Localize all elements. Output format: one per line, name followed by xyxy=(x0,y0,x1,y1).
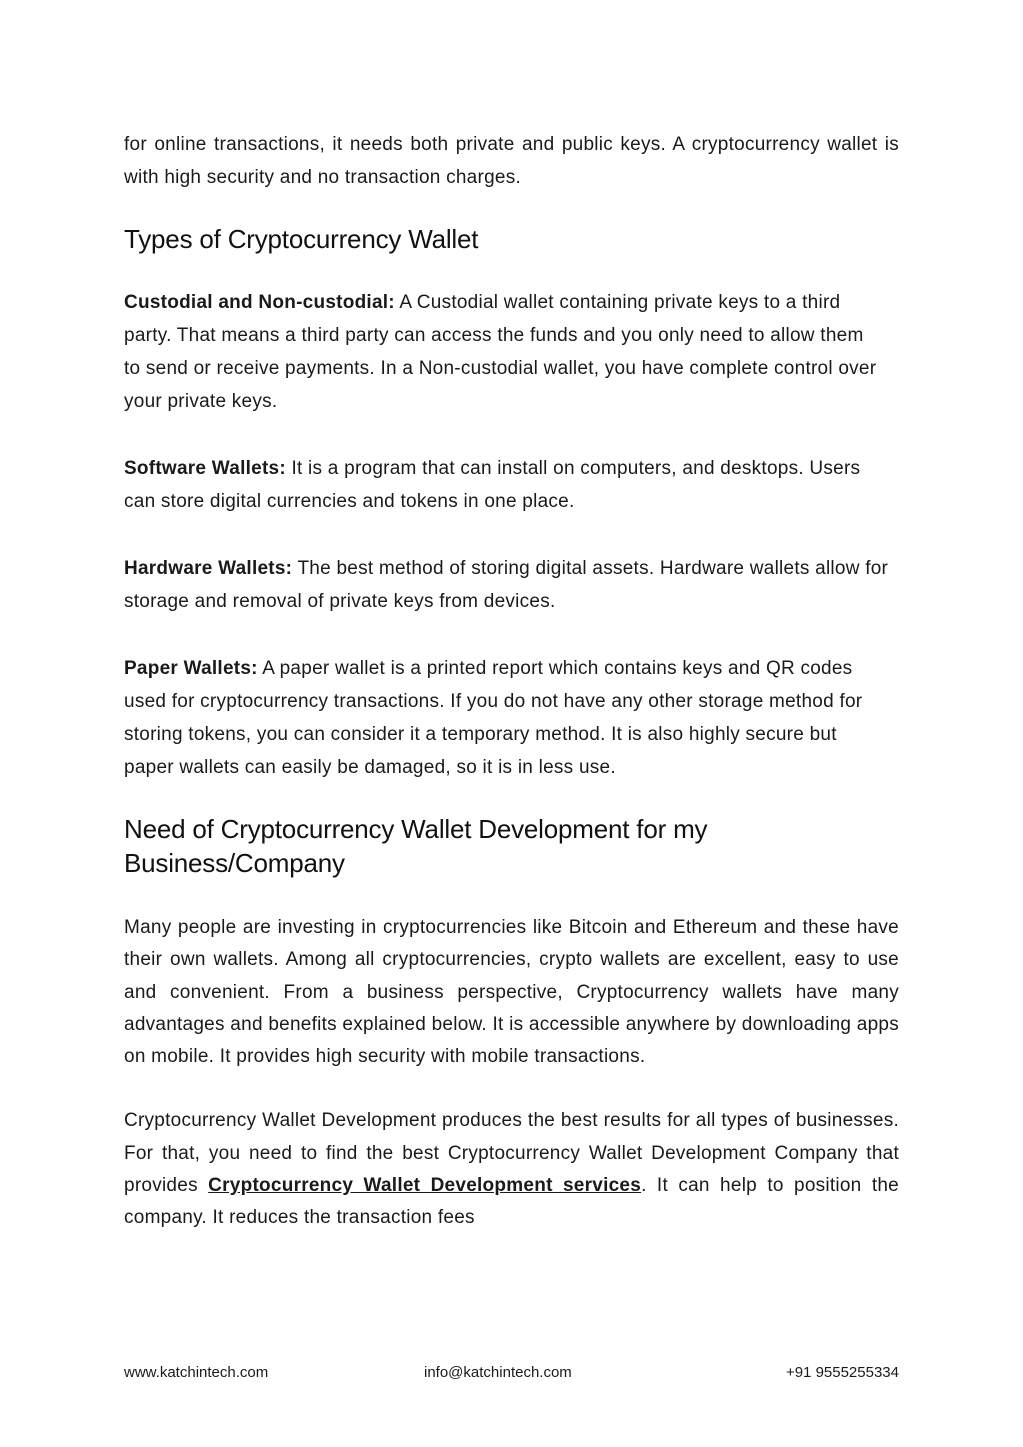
wallet-type-text: A Custodial wallet containing private keys to a third party. That means a third party can access the funds and you only need to allow them to send or receive payments. In a Non-custodial wallet, you have complete control over your private keys. xyxy=(124,292,877,412)
wallet-type-text: The best method of storing digital assets. Hardware wallets allow for storage and removal of private keys from devices. xyxy=(124,558,889,612)
need-paragraph-2-text: Cryptocurrency Wallet Development produces the best results for all types of businesses. For that, you need to find the best Cryptocurrency Wallet Development Company that provides xyxy=(124,1110,899,1197)
wallet-development-services-link[interactable]: Cryptocurrency Wallet Development services xyxy=(208,1175,642,1197)
wallet-type-paper xyxy=(124,652,889,784)
wallet-type-term: Hardware Wallets: xyxy=(124,558,293,579)
section-heading-need: Need of Cryptocurrency Wallet Development for my Business/Company xyxy=(124,814,708,878)
need-paragraph-1: Many people are investing in cryptocurrencies like Bitcoin and Ethereum and these have their own wallets. Among all cryptocurrencies, crypto wallets are excellent, easy to use and convenient. From a business perspective, Cryptocurrency wallets have many advantages and benefits explained below. It is accessible anywhere by downloading apps on mobile. It provides high security with mobile transactions. xyxy=(124,917,899,1068)
wallet-type-text: A paper wallet is a printed report which contains keys and QR codes used for cryptocurrency transactions. If you do not have any other storage method for storing tokens, you can consider it a temporary method. It is also highly secure but paper wallets can easily be damaged, so it is in less use. xyxy=(124,658,863,778)
wallet-type-custodial xyxy=(124,286,884,418)
wallet-type-term: Paper Wallets: xyxy=(124,658,258,679)
need-paragraph-2 xyxy=(124,1105,899,1234)
page-footer xyxy=(124,1364,899,1386)
wallet-type-hardware xyxy=(124,552,899,618)
wallet-type-term: Software Wallets: xyxy=(124,458,286,479)
need-paragraph-2-tail: . It can help to position the company. It reduces the transaction fees xyxy=(124,1175,899,1229)
footer-phone: +91 9555255334 xyxy=(785,1364,899,1381)
wallet-type-term: Custodial and Non-custodial: xyxy=(124,292,395,313)
wallet-type-text: It is a program that can install on computers, and desktops. Users can store digital currencies and tokens in one place. xyxy=(124,458,861,512)
document-body xyxy=(124,128,899,1235)
footer-website: www.katchintech.com xyxy=(124,1364,269,1381)
footer-email: info@katchintech.com xyxy=(424,1364,572,1381)
wallet-type-software xyxy=(124,452,894,518)
section-heading-types: Types of Cryptocurrency Wallet xyxy=(124,224,479,254)
intro-paragraph: for online transactions, it needs both private and public keys. A cryptocurrency wallet is with high security and no transaction charges. xyxy=(124,134,899,188)
